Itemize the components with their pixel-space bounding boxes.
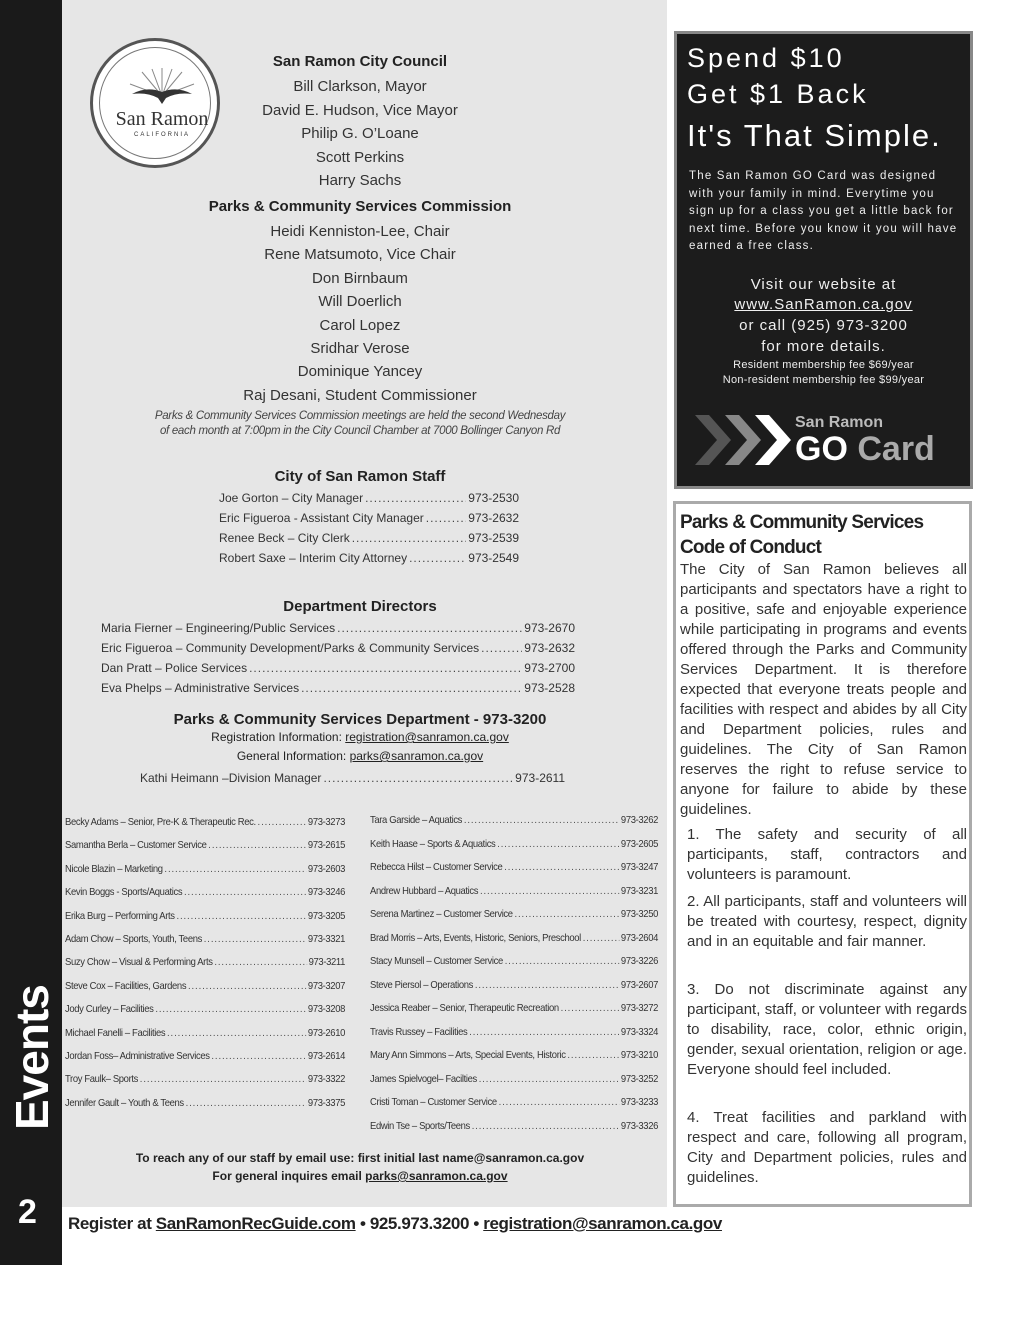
staff-row	[370, 979, 658, 991]
staff-row	[65, 1073, 345, 1085]
section-label: Events	[6, 985, 58, 1130]
brand-go: GO	[795, 430, 848, 468]
staff-row	[65, 816, 345, 828]
staff-phone: 973-3211	[308, 956, 345, 969]
staff-name: Joe Gorton – City Manager	[219, 491, 364, 505]
staff-name: Keith Haase – Sports & Aquatics	[370, 837, 496, 850]
staff-phone: 973-3375	[307, 1096, 345, 1109]
staff-row	[370, 885, 658, 897]
manager-phone: 973-2611	[515, 771, 565, 785]
staff-phone: 973-2614	[307, 1050, 345, 1062]
staff-name: Adam Chow – Sports, Youth, Teens	[65, 933, 202, 945]
staff-name: Erika Burg – Performing Arts	[65, 909, 175, 922]
director-phone: 973-2528	[524, 681, 575, 695]
staff-row	[370, 1026, 658, 1038]
staff-phone: 973-2605	[620, 837, 658, 850]
commission-member: Heidi Kenniston-Lee, Chair	[270, 223, 450, 240]
staff-row	[370, 1120, 658, 1132]
staff-phone: 973-3272	[620, 1002, 658, 1014]
director-name: Dan Pratt – Police Services	[101, 661, 248, 675]
section-title: City of San Ramon Staff	[274, 468, 446, 485]
staff-phone: 973-2549	[468, 551, 519, 565]
section-title: Department Directors	[283, 598, 437, 615]
staff-row	[65, 1097, 345, 1109]
staff-phone: 973-3210	[620, 1049, 658, 1061]
staff-name: Cristi Toman – Customer Service	[370, 1096, 497, 1108]
director-name: Maria Fierner – Engineering/Public Services	[101, 621, 336, 635]
section-title: Parks & Community Services Department - 973-3200	[173, 711, 547, 728]
staff-row	[65, 933, 345, 945]
go-card-ad	[674, 31, 973, 489]
staff-phone: 973-3322	[307, 1073, 345, 1086]
recguide-link[interactable]: SanRamonRecGuide.com	[155, 1214, 356, 1233]
staff-name: Nicole Blazin – Marketing	[65, 862, 163, 875]
staff-phone: 973-3326	[620, 1119, 658, 1132]
register-label: Register at	[68, 1214, 156, 1233]
staff-name: Steve Piersol – Operations	[370, 978, 474, 991]
section-title: Parks & Community Services Commission	[208, 198, 512, 215]
staff-phone: 973-3273	[307, 816, 345, 828]
parks-department-section	[100, 711, 620, 766]
council-member: Harry Sachs	[318, 172, 402, 189]
conduct-rule: 3. Do not discriminate against any participant, staff, or volunteer with regards to disability, race, color, ethnic origin, gender, sexual orientation, religion or age. Everyone should feel included.	[687, 981, 967, 1078]
nonresident-fee: Non-resident membership fee $99/year	[722, 374, 925, 386]
staff-name: Rebecca Hilst – Customer Service	[370, 861, 503, 873]
staff-name: Stacy Munsell – Customer Service	[370, 955, 503, 967]
staff-phone: 973-2607	[620, 978, 658, 991]
staff-row	[65, 980, 345, 992]
city-council-section	[100, 52, 620, 193]
separator: •	[355, 1214, 370, 1233]
staff-phone: 973-3247	[620, 861, 658, 873]
call-text: or call (925) 973-3200	[739, 317, 908, 334]
code-of-conduct-box	[673, 501, 972, 1207]
staff-phone: 973-2615	[307, 839, 345, 852]
staff-name: Kevin Boggs - Sports/Aquatics	[65, 886, 183, 899]
go-card-description: The San Ramon GO Card was designed with your family in mind. Everytime you sign up for a class you get a little back for next time. Before you know it you will have earned a free class.	[689, 170, 958, 252]
go-card-headline	[687, 40, 869, 112]
staff-name: Renee Beck – City Clerk	[219, 531, 350, 545]
staff-phone: 973-3205	[307, 909, 345, 922]
staff-phone: 973-3233	[620, 1096, 658, 1108]
staff-phone: 973-2610	[307, 1026, 345, 1039]
general-info	[100, 747, 620, 766]
staff-name: Jody Curley – Facilities	[65, 1003, 154, 1016]
conduct-title: Parks & Community Services Code of Conduct	[680, 512, 924, 558]
staff-row	[370, 908, 658, 920]
staff-phone: 973-3246	[307, 886, 345, 899]
staff-phone: 973-3324	[620, 1025, 658, 1038]
council-member: Bill Clarkson, Mayor	[293, 78, 427, 95]
staff-phone: 973-3262	[620, 814, 658, 826]
staff-row	[65, 886, 345, 898]
commission-member: Will Doerlich	[318, 293, 402, 311]
staff-name: Suzy Chow – Visual & Performing Arts	[65, 956, 213, 969]
go-card-brand	[795, 430, 935, 469]
general-inquiry-email-link[interactable]: parks@sanramon.ca.gov	[365, 1169, 508, 1183]
staff-phone: 973-2530	[468, 491, 519, 505]
staff-row	[65, 1027, 345, 1039]
staff-name: Robert Saxe – Interim City Attorney	[219, 551, 408, 565]
staff-name: Mary Ann Simmons – Arts, Special Events, Historic	[370, 1049, 566, 1061]
separator: •	[469, 1214, 484, 1233]
director-row	[101, 621, 575, 635]
director-name: Eva Phelps – Administrative Services	[101, 681, 300, 695]
commission-member: Sridhar Verose	[310, 340, 410, 358]
staff-name: Jordan Foss– Administrative Services	[65, 1050, 210, 1062]
registration-email-link[interactable]: registration@sanramon.ca.gov	[345, 730, 509, 744]
director-phone: 973-2632	[524, 641, 575, 655]
general-email-link[interactable]: parks@sanramon.ca.gov	[349, 749, 484, 763]
staff-row	[65, 839, 345, 851]
staff-name: Jessica Reaber – Senior, Therapeutic Recreation	[370, 1002, 559, 1014]
staff-row	[370, 861, 658, 873]
staff-row	[370, 955, 658, 967]
staff-name: Andrew Hubbard – Aquatics	[370, 884, 479, 897]
visit-text: Visit our website at	[750, 276, 897, 293]
staff-phone: 973-3250	[620, 908, 658, 920]
director-row	[101, 641, 575, 655]
division-manager-row	[140, 771, 565, 785]
headline-line: Get $1 Back	[687, 79, 869, 109]
sidebar	[0, 0, 62, 1265]
staff-row	[370, 1002, 658, 1014]
conduct-rule: 1. The safety and security of all participants, staff, contractors and volunteers is paramount.	[687, 826, 967, 883]
staff-name: Eric Figueroa - Assistant City Manager	[219, 511, 424, 525]
staff-phone: 973-3231	[620, 884, 658, 897]
staff-row	[370, 1096, 658, 1108]
staff-row	[370, 838, 658, 850]
staff-phone: 973-2603	[307, 862, 345, 875]
staff-row	[65, 1050, 345, 1062]
section-title: San Ramon City Council	[272, 53, 448, 70]
staff-phone: 973-2539	[468, 531, 519, 545]
details-text: for more details.	[761, 338, 886, 355]
registration-label: Registration Information:	[211, 730, 346, 744]
staff-phone: 973-3207	[307, 979, 345, 992]
staff-phone: 973-2604	[620, 931, 658, 944]
staff-name: Becky Adams – Senior, Pre-K & Therapeutic Rec.	[65, 816, 256, 828]
staff-row	[219, 551, 519, 565]
conduct-rule: 4. Treat facilities and parkland with respect and care, following all program, City and Department policies, rules and guidelines.	[687, 1109, 967, 1186]
commission-member: Raj Desani, Student Commissioner	[243, 386, 477, 404]
conduct-rule: 2. All participants, staff and volunteers will be treated with courtesy, respect, dignity and in an equitable and fair manner.	[687, 893, 967, 950]
director-row	[101, 661, 575, 675]
commission-member: Rene Matsumoto, Vice Chair	[264, 246, 456, 264]
brand-card: Card	[847, 430, 935, 468]
council-member: Scott Perkins	[315, 148, 405, 166]
meeting-note: of each month at 7:00pm in the City Council Chamber at 7000 Bollinger Canyon Rd	[159, 425, 561, 438]
headline-line: Spend $10	[687, 43, 845, 73]
staff-name: Edwin Tse – Sports/Teens	[370, 1119, 470, 1132]
staff-row	[65, 956, 345, 968]
registration-info	[100, 728, 620, 747]
council-member: Philip G. O’Loane	[301, 125, 419, 142]
staff-name: Tara Garside – Aquatics	[370, 814, 463, 826]
general-label: General Information:	[236, 749, 350, 763]
registration-email-link[interactable]: registration@sanramon.ca.gov	[483, 1214, 722, 1233]
staff-name: Troy Faulk– Sports	[65, 1073, 138, 1086]
directors-title	[100, 598, 620, 615]
staff-phone: 973-3208	[307, 1003, 345, 1016]
staff-phone: 973-3252	[620, 1072, 658, 1085]
council-member: David E. Hudson, Vice Mayor	[262, 101, 458, 119]
meeting-note: Parks & Community Services Commission meetings are held the second Wednesday	[154, 410, 566, 423]
staff-name: Steve Cox – Facilities, Gardens	[65, 979, 187, 992]
general-inquiry-label: For general inquires email	[212, 1169, 366, 1183]
staff-row	[370, 1049, 658, 1061]
conduct-intro: The City of San Ramon believes all participants and spectators have a right to a positive, safe and enjoyable experience while participating in programs and events offered through the Parks and Community Services Department. It is therefore expected that everyone treats people and facilities with respect and abides by all City and Department policies, rules and guidelines. The City of San Ramon reserves the right to refuse service to anyone for failure to abide by these guidelines.	[680, 561, 967, 818]
staff-row	[370, 814, 658, 826]
staff-row	[219, 531, 519, 545]
commission-member: Don Birnbaum	[312, 269, 408, 287]
page-number: 2	[18, 1193, 37, 1231]
staff-phone: 973-3226	[620, 955, 658, 967]
director-phone: 973-2670	[524, 621, 575, 635]
staff-name: Serena Martinez – Customer Service	[370, 908, 513, 920]
email-format-note: To reach any of our staff by email use: first initial last name@sanramon.ca.gov	[135, 1151, 585, 1165]
staff-row	[65, 910, 345, 922]
staff-name: James Spielvogel– Facilties	[370, 1072, 477, 1085]
footer-phone: 925.973.3200	[369, 1214, 470, 1233]
staff-name: Travis Russey – Facilities	[370, 1025, 468, 1038]
staff-row	[219, 491, 519, 505]
staff-name: Michael Fanelli – Facilities	[65, 1026, 166, 1039]
general-inquiry-note	[100, 1169, 620, 1183]
logo-text: San Ramon	[115, 108, 209, 130]
staff-name: Samantha Berla – Customer Service	[65, 839, 207, 852]
go-card-tagline: It's That Simple.	[687, 118, 942, 153]
staff-row	[370, 932, 658, 944]
staff-row	[65, 863, 345, 875]
staff-row	[65, 1003, 345, 1015]
staff-name: Jennifer Gault – Youth & Teens	[65, 1096, 184, 1109]
staff-name: Brad Morris – Arts, Events, Historic, Seniors, Preschool	[370, 931, 581, 944]
staff-row	[370, 1073, 658, 1085]
director-name: Eric Figueroa – Community Development/Parks & Community Services	[101, 641, 480, 655]
register-footer	[68, 1214, 722, 1234]
website-link[interactable]: www.SanRamon.ca.gov	[734, 296, 913, 313]
manager-name: Kathi Heimann –Division Manager	[140, 771, 322, 785]
resident-fee: Resident membership fee $69/year	[733, 359, 914, 371]
city-staff-title	[100, 468, 620, 485]
director-phone: 973-2700	[524, 661, 575, 675]
commission-member: Dominique Yancey	[297, 363, 423, 381]
go-card-brand-top: San Ramon	[795, 414, 884, 431]
staff-row	[219, 511, 519, 525]
commission-section	[100, 197, 620, 439]
director-row	[101, 681, 575, 695]
staff-phone: 973-3321	[307, 933, 345, 945]
staff-phone: 973-2632	[468, 511, 519, 525]
logo-subtext: CALIFORNIA	[133, 132, 190, 138]
commission-member: Carol Lopez	[319, 316, 401, 334]
